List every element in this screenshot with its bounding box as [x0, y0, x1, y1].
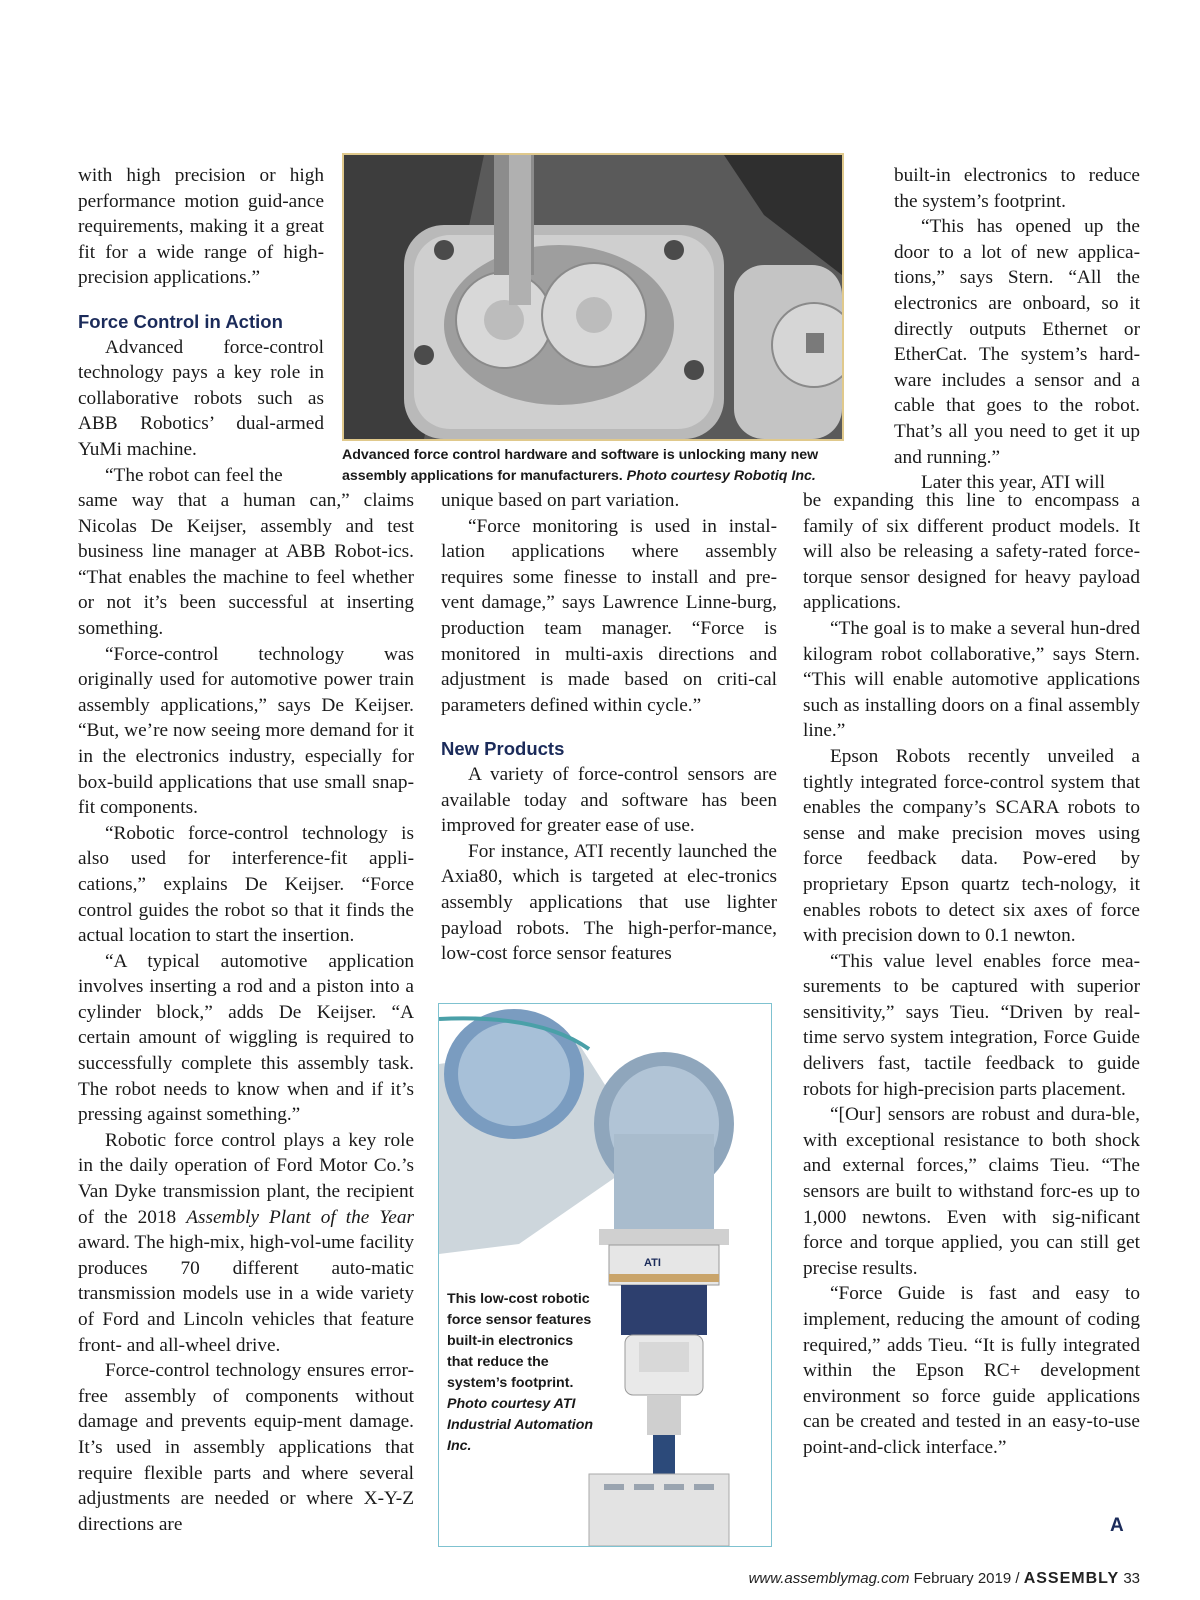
- paragraph: Epson Robots recently unveiled a tightly integrated force-control system that enables the company’s SCARA robots to sense and make precision moves using force feedback data. Pow-ered by proprietary Epson quartz tech-nology, it enables robots to detect six axes of force with precision down to 0.1 newton.: [803, 745, 1140, 947]
- column-2: [441, 488, 777, 967]
- paragraph: Advanced force-control technology pays a key role in collaborative robots such as ABB Robotics’ dual-armed YuMi machine.: [78, 336, 324, 460]
- paragraph: “This value level enables force mea-surements to be captured with superior sensitivity,” says Tieu. “Driven by real-time servo system integration, Force Guide delivers fast, tactile feedback to guide robots for high-precision parts placement.: [803, 950, 1140, 1100]
- sensor-label: ATI: [644, 1257, 661, 1269]
- paragraph: Robotic force control plays a key role in the daily operation of Ford Motor Co.’s Van Dyke transmission plant, the recipient of the 2018 Assembly Plant of the Year award. The high-mix, high-vol-ume facility produces 70 different auto-matic transmission models use in a wide variety of Ford and Lincoln vehicles that feature front- and all-wheel drive.: [78, 1129, 414, 1356]
- photo-credit: Photo courtesy Robotiq Inc.: [626, 468, 816, 484]
- section-heading-force-control: Force Control in Action: [78, 310, 283, 332]
- figure-caption-bottom: This low-cost robotic force sensor features built-in electronics that reduce the system’s footprint. Photo courtesy ATI Industrial Automation Inc.: [447, 1291, 594, 1454]
- paragraph: For instance, ATI recently launched the Axia80, which is targeted at elec-tronics assembly applications that use lighter payload robots. The high-perfor-mance, low-cost force sensor features: [441, 840, 777, 965]
- photo-credit: Photo courtesy ATI Industrial Automation Inc.: [447, 1396, 594, 1454]
- paragraph: “[Our] sensors are robust and dura-ble, with exceptional resistance to both shock and external forces,” claims Tieu. “The sensors are built to withstand forc-es up to 1,000 newtons. Even with sig-nificant force and torque applied, you can still get precise results.: [803, 1104, 1140, 1279]
- footer-date: February 2019: [913, 1570, 1012, 1587]
- paragraph: “A typical automotive application involves inserting a rod and a piston into a cylinder block,” adds De Keijser. “A certain amount of wiggling is required to successfully complete this assembly task. The robot needs to know when and if it’s pressing against something.”: [78, 950, 414, 1126]
- column-1: [78, 488, 414, 1537]
- paragraph: “Force monitoring is used in instal-lation applications where assembly requires some finesse to install and pre-vent damage,” says Lawrence Linne-burg, production team manager. “Force is monitored in multi-axis directions and adjustment is made based on criti-cal parameters defined within cycle.”: [441, 515, 777, 716]
- paragraph: “Force Guide is fast and easy to implement, reducing the amount of coding required,” adds Tieu. “It is fully integrated within the Epson RC+ development environment so force guide applications can be created and tested in an easy-to-use point-and-click interface.”: [803, 1283, 1140, 1458]
- paragraph: with high precision or high performance motion guid-ance requirements, making it a great fit for a wide range of high-precision applications.”: [78, 165, 324, 289]
- paragraph: Later this year, ATI will: [921, 472, 1105, 494]
- paragraph: Force-control technology ensures error-free assembly of components without damage and prevents equip-ment damage. It’s used in assembly applications that require flexible parts and where several adjustments are needed or where X-Y-Z directions are: [78, 1360, 414, 1535]
- page-footer: [660, 1570, 1140, 1588]
- end-of-article-mark: A: [1110, 1515, 1124, 1536]
- paragraph: A variety of force-control sensors are available today and software has been improved for greater ease of use.: [441, 763, 777, 837]
- column-1-top: [78, 163, 324, 488]
- column-3: [803, 488, 1140, 1461]
- section-heading-new-products: New Products: [441, 738, 565, 760]
- gear-photo-illustration: [344, 155, 842, 439]
- footer-url: www.assemblymag.com: [748, 1570, 910, 1587]
- page-number: 33: [1123, 1570, 1140, 1587]
- paragraph: unique based on part variation.: [441, 490, 680, 511]
- paragraph: “The goal is to make a several hun-dred kilogram robot collaborative,” says Stern. “This will enable automotive applications such as installing doors on a final assembly line.”: [803, 617, 1140, 742]
- robot-arm-illustration: [439, 1004, 771, 1546]
- paragraph: be expanding this line to encompass a family of six different product models. It will also be releasing a safety-rated force-torque sensor designed for heavy payload applications.: [803, 490, 1140, 614]
- figure-caption-top: Advanced force control hardware and software is unlocking many new assembly applications for manufacturers. Photo courtesy Robotiq Inc.: [342, 447, 819, 484]
- italic-title: Assembly Plant of the Year: [186, 1206, 414, 1228]
- magazine-name: ASSEMBLY: [1023, 1570, 1120, 1587]
- paragraph: “Robotic force-control technology is also used for interference-fit appli-cations,” explains De Keijser. “Force control guides the robot so that it finds the actual location to start the insertion.: [78, 822, 414, 947]
- paragraph: built-in electronics to reduce the system’s footprint.: [894, 165, 1140, 212]
- paragraph: “This has opened up the door to a lot of new applica-tions,” says Stern. “All the electronics are onboard, so it directly outputs Ethernet or EtherCat. The system’s hard-ware includes a sensor and a cable that goes to the robot. That’s all you need to get it up and running.”: [894, 216, 1140, 468]
- footer-separator: /: [1015, 1570, 1020, 1587]
- gear-assembly-photo: [342, 153, 844, 441]
- column-3-top: [894, 163, 1140, 496]
- paragraph: “Force-control technology was originally used for automotive power train assembly applications,” says De Keijser. “But, we’re now seeing more demand for it in the electronics industry, especially for box-build applications that use small snap-fit components.: [78, 643, 414, 819]
- paragraph: same way that a human can,” claims Nicolas De Keijser, assembly and test business line manager at ABB Robot-ics. “That enables the machine to feel whether or not it’s been successful at inserting something.: [78, 490, 414, 639]
- paragraph: “The robot can feel the: [105, 464, 283, 486]
- robot-force-sensor-photo: [438, 1003, 772, 1547]
